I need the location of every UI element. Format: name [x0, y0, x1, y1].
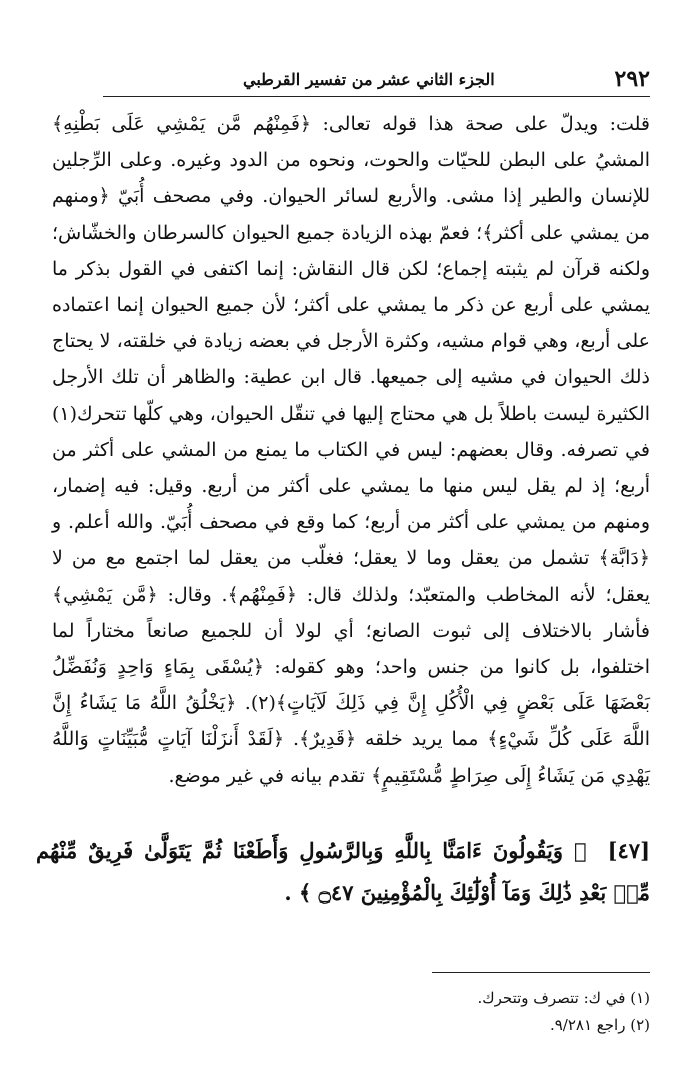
footnote-1: (١) في ك: تتصرف وتتحرك.: [477, 989, 650, 1007]
quran-verse: [36, 830, 650, 914]
verse-text: ﴿ وَيَقُولُونَ ءَامَنَّا بِاللَّهِ وَبِالرَّسُولِ وَأَطَعْنَا ثُمَّ يَتَوَلَّىٰ فَرِيقٌ مِّنْهُم مِّنۢ بَعْدِ ذَٰلِكَ وَمَآ أُوْلَٰٓئِكَ بِالْمُؤْمِنِينَ ۝٤٧ ﴾ .: [36, 838, 650, 905]
commentary-text: [52, 106, 650, 794]
verse-number: [٤٧]: [607, 838, 650, 863]
footnote-separator: [432, 972, 650, 973]
commentary-paragraph: قلت: ويدلّ على صحة هذا قوله تعالى: ﴿فَمِنْهُم مَّن يَمْشِي عَلَى بَطْنِهِ﴾ المشيُ على البطن للحيّات والحوت، ونحوه من الدود وغيره. وعلى الرِّجلين للإنسان والطير إذا مشى. والأربع لسائر الحيوان. وفي مصحف أُبَيّ ﴿ومنهم من يمشي على أكثر﴾؛ فعمّ بهذه الزيادة جميع الحيوان كالسرطان والخشّاش؛ ولكنه قرآن لم يثبته إجماع؛ لكن قال النقاش: إنما اكتفى في القول بذكر ما يمشي على أربع عن ذكر ما يمشي على أكثر؛ لأن جميع الحيوان إنما اعتماده على أربع، وهي قوام مشيه، وكثرة الأرجل في بعضه زيادة في خلقته، لا يحتاج ذلك الحيوان في مشيه إلى جميعها. قال ابن عطية: والظاهر أن تلك الأرجل الكثيرة ليست باطلاً بل هي محتاج إليها في تنقّل الحيوان، وهي كلّها تتحرك(١) في تصرفه. وقال بعضهم: ليس في الكتاب ما يمنع من المشي على أكثر من أربع؛ إذ لم يقل ليس منها ما يمشي على أكثر من أربع. وقيل: فيه إضمار، ومنهم من يمشي على أكثر من أربع؛ كما وقع في مصحف أُبَيّ. والله أعلم. و ﴿دَابَّة﴾ تشمل من يعقل وما لا يعقل؛ فغلّب من يعقل لما اجتمع مع من لا يعقل؛ لأنه المخاطب والمتعبّد؛ ولذلك قال: ﴿فَمِنْهُم﴾. وقال: ﴿مَّن يَمْشِي﴾ فأشار بالاختلاف إلى ثبوت الصانع؛ أي لولا أن للجميع صانعاً مختاراً لما اختلفوا، بل كانوا من جنس واحد؛ وهو كقوله: ﴿يُسْقَى بِمَاءٍ وَاحِدٍ وَنُفَضِّلُ بَعْضَهَا عَلَى بَعْضٍ فِي الْأُكُلِ إِنَّ فِي ذَلِكَ لَآيَاتٍ﴾(٢). ﴿يَخْلُقُ اللَّهُ مَا يَشَاءُ إِنَّ اللَّهَ عَلَى كُلِّ شَيْءٍ﴾ مما يريد خلقه ﴿قَدِيرٌ﴾. ﴿لَقَدْ أَنزَلْنَا آيَاتٍ مُّبَيِّنَاتٍ وَاللَّهُ يَهْدِي مَن يَشَاءُ إِلَى صِرَاطٍ مُّسْتَقِيمٍ﴾ تقدم بيانه في غير موضع.: [52, 113, 651, 787]
footnote-2: (٢) راجع ٩/٢٨١.: [549, 1016, 650, 1034]
running-title: الجزء الثاني عشر من تفسير القرطبي: [243, 69, 495, 89]
page-header: [103, 62, 650, 97]
page-number: ٢٩٢: [614, 66, 650, 92]
footnotes: [300, 985, 650, 1039]
